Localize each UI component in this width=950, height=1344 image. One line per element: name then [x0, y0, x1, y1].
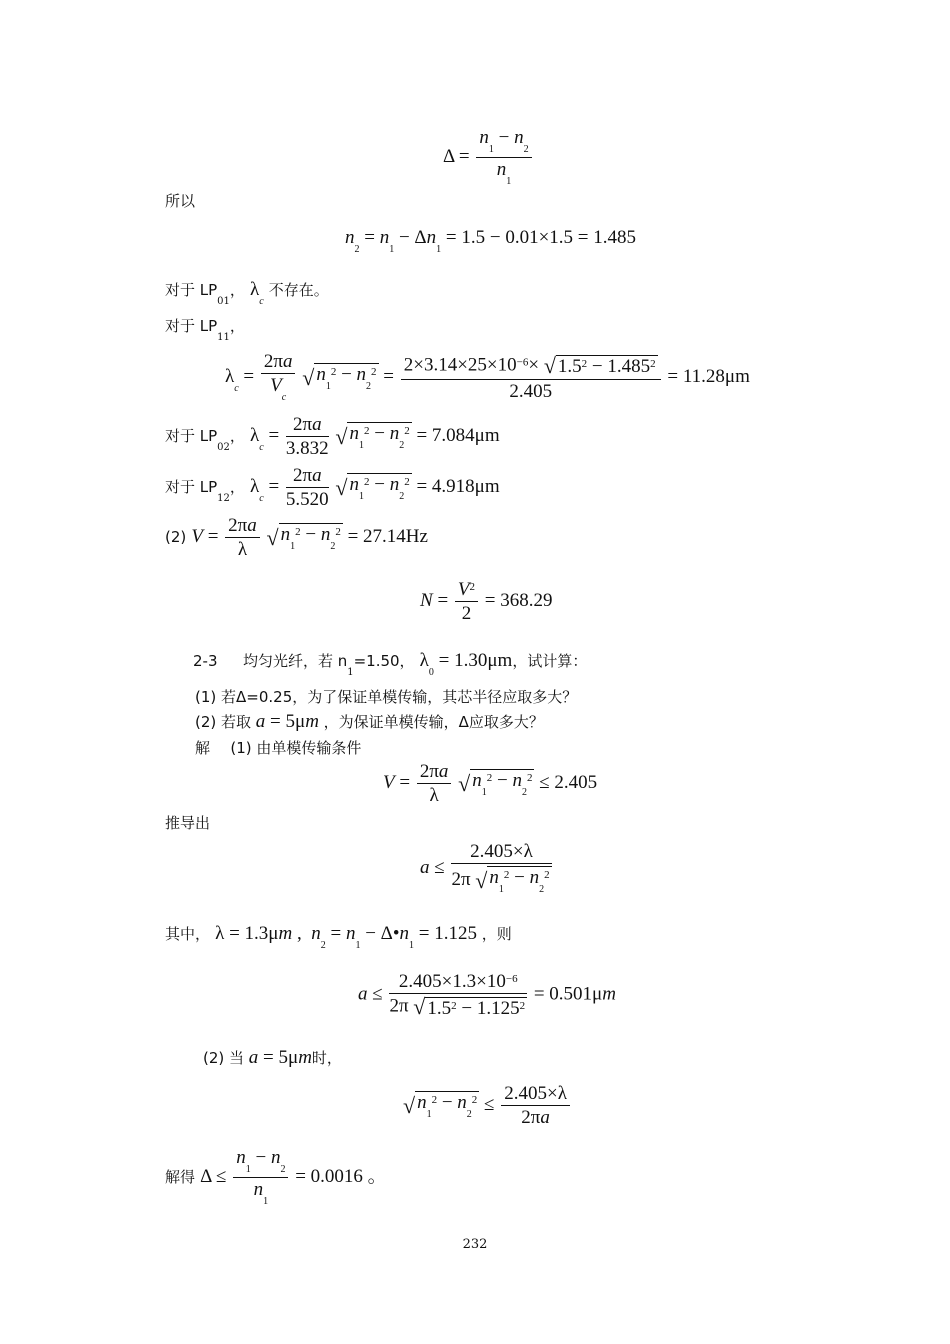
so-label: 所以: [165, 192, 196, 210]
problem-2-3: 2-3 均匀光纤，若 $n_1=1.50$， $\lambda_0 = 1.30\mu m$，试计算：: [193, 650, 588, 678]
eq-n2: $n_2 = n_1 - \Delta n_1 = 1.5 - 0.01\times 1.5 = 1.485$: [345, 227, 637, 255]
final-line: 解得 Δ ≤ $\frac{n_1 - n_2}{n_1}$ = 0.0016 。: [165, 1147, 387, 1207]
question-2: (2) 若取 a = 5μm ，为保证单模传输，Δ应取多大？: [195, 711, 544, 732]
page-number: 232: [462, 1237, 488, 1252]
solution-intro: 解 (1) 由单模传输条件: [195, 739, 362, 757]
when-line: (2) 当 a = 5μm时，: [203, 1047, 342, 1068]
derive-label: 推导出: [165, 814, 211, 832]
lp12-line: 对于 $LP_{12}$， $\lambda_c$ = $\frac{2\pi a}{5.520}$ √ $n_1^2 - n_2^2 = 4.918\mu m$: [165, 465, 500, 510]
eq-lp11-cutoff: $\lambda_c$ = $\frac{2\pi a}{V_c}$ √ $n_1^2 - n_2^2$ = $\frac{2\times 3.14\times 25\times 10^{-6}\times √ 1.5^2 - 1.485^2}{2.405}$ = 11.28μm: [225, 351, 750, 403]
eq-delta-definition: Δ = $\frac{n_1 - n_2}{n_1}$: [443, 128, 534, 187]
lp11-label: 对于 $LP_{11}$，: [165, 317, 245, 343]
eq-single-mode-condition: V = $\frac{2\pi a}{\lambda}$ √ $n_1^2 - n_2^2 \le 2.405$: [383, 761, 598, 806]
lp02-line: 对于 $LP_{02}$， $\lambda_c$ = $\frac{2\pi a}{3.832}$ √ $n_1^2 - n_2^2 = 7.084\mu m$: [165, 414, 500, 459]
eq-radius-bound: a ≤ $\frac{2.405\times\lambda}{2\pi √ n_1^2 - n_2^2}$: [420, 841, 550, 895]
eq-index-bound: √ $n_1^2 - n_2^2$ ≤ $\frac{2.405\times\lambda}{2\pi a}$: [403, 1084, 572, 1127]
where-line: 其中， λ = 1.3μm , $n_2 = n_1$ − $\Delta•n_1 = 1.125$ ，则: [165, 923, 512, 951]
question-1: (1) 若Δ=0.25，为了保证单模传输，其芯半径应取多大？: [195, 688, 578, 706]
eq-v-line: (2) V = $\frac{2\pi a}{\lambda}$ √ $n_1^2 - n_2^2 = 27.14Hz$: [165, 515, 428, 560]
lp01-line: 对于 $LP_{01}$， $\lambda_c$ 不存在。: [165, 279, 329, 307]
eq-mode-count: N = $\frac{V^2}{2}$ = 368.29: [420, 579, 553, 624]
eq-radius-result: a ≤ $\frac{2.405\times 1.3\times 10^{-6}}{2\pi √ 1.5^2 - 1.125^2}$ = 0.501μm: [358, 971, 616, 1019]
